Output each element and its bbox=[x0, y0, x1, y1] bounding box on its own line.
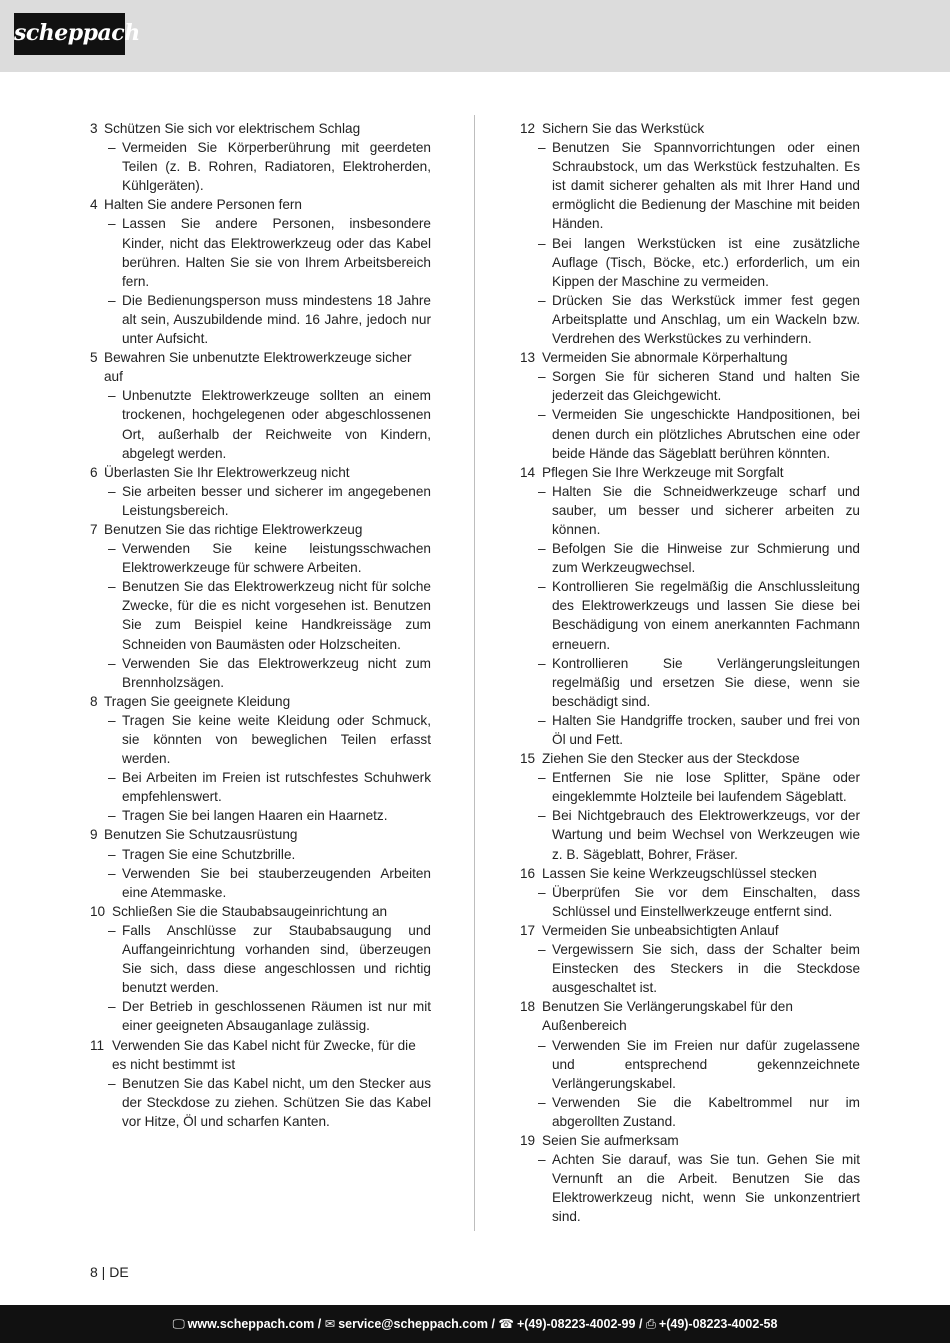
section-number: 13 bbox=[520, 350, 536, 366]
section-title: Schließen Sie die Staubabsaugeinrichtung an bbox=[112, 903, 388, 919]
dash-bullet: – bbox=[108, 808, 116, 824]
section-title: Vermeiden Sie unbeabsichtigten Anlauf bbox=[542, 922, 779, 938]
list-item bbox=[520, 940, 860, 997]
list-item-text: Sorgen Sie für sicheren Stand und halten Sie jederzeit das Gleichgewicht. bbox=[552, 369, 860, 404]
list-item bbox=[520, 234, 860, 291]
list-item-text: Benutzen Sie Spannvorrichtungen oder einen Schraubstock, um das Werkstück festzuhalten. Es ist damit sicherer gehalten als mit Ihrer Hand und ermöglicht die Bedienung der Maschine mit beiden Händen. bbox=[552, 140, 860, 232]
dash-bullet: – bbox=[108, 922, 116, 938]
dash-bullet: – bbox=[108, 292, 116, 308]
list-item bbox=[520, 539, 860, 577]
list-item-text: Bei Nichtgebrauch des Elektrowerkzeugs, vor der Wartung und beim Wechsel von Werkzeugen wie z. B. Sägeblatt, Bohrer, Fräser. bbox=[552, 808, 860, 862]
dash-bullet: – bbox=[538, 235, 546, 251]
footer-phone bbox=[498, 1317, 635, 1331]
section-title: Halten Sie andere Personen fern bbox=[104, 197, 302, 213]
dash-bullet: – bbox=[538, 292, 546, 308]
section-8 bbox=[90, 692, 431, 826]
dash-bullet: – bbox=[538, 712, 546, 728]
section-4 bbox=[90, 195, 431, 348]
section-number: 6 bbox=[90, 464, 98, 480]
column-divider bbox=[474, 115, 475, 1231]
dash-bullet: – bbox=[108, 541, 116, 557]
section-heading bbox=[520, 1131, 860, 1150]
list-item-text: Die Bedienungsperson muss mindestens 18 Jahre alt sein, Auszubildende mind. 16 Jahre, jedoch nur unter Aufsicht. bbox=[122, 292, 431, 347]
list-item-text: Falls Anschlüsse zur Staubabsaugung und Auffangeinrichtung vorhanden sind, überzeugen Sie sich, dass diese angeschlossen und richtig benutzt werden. bbox=[122, 922, 431, 996]
dash-bullet: – bbox=[538, 140, 546, 156]
list-item bbox=[90, 1074, 431, 1131]
section-heading bbox=[520, 921, 860, 940]
section-title: Sichern Sie das Werkstück bbox=[542, 121, 705, 136]
list-item bbox=[520, 768, 860, 806]
section-7 bbox=[90, 520, 431, 692]
footer-phone-text: +(49)-08223-4002-99 bbox=[516, 1317, 636, 1331]
dash-bullet: – bbox=[538, 579, 546, 595]
fax-icon: ⎙ bbox=[645, 1317, 656, 1331]
section-heading bbox=[520, 348, 860, 367]
list-item-text: Tragen Sie eine Schutzbrille. bbox=[122, 846, 296, 862]
footer-email[interactable] bbox=[325, 1317, 488, 1331]
list-item bbox=[520, 654, 860, 711]
dash-bullet: – bbox=[108, 999, 116, 1015]
mail-icon: ✉ bbox=[324, 1317, 336, 1331]
section-heading bbox=[90, 119, 431, 138]
section-16 bbox=[520, 864, 860, 921]
list-item bbox=[90, 921, 431, 997]
dash-bullet: – bbox=[108, 388, 116, 404]
section-number: 16 bbox=[520, 865, 536, 881]
list-item-text: Verwenden Sie keine leistungsschwachen Elektrowerkzeuge für schwere Arbeiten. bbox=[122, 541, 431, 576]
list-item-text: Der Betrieb in geschlossenen Räumen ist nur mit einer geeigneten Absauganlage zulässig. bbox=[122, 999, 431, 1034]
list-item bbox=[520, 1036, 860, 1093]
computer-icon: 🖵 bbox=[172, 1317, 185, 1331]
dash-bullet: – bbox=[538, 407, 546, 423]
section-number: 3 bbox=[90, 121, 98, 136]
list-item bbox=[90, 997, 431, 1035]
section-title: Überlasten Sie Ihr Elektrowerkzeug nicht bbox=[104, 464, 350, 480]
dash-bullet: – bbox=[108, 655, 116, 671]
dash-bullet: – bbox=[108, 1075, 116, 1091]
list-item-text: Bei Arbeiten im Freien ist rutschfestes Schuhwerk empfehlenswert. bbox=[122, 770, 431, 805]
list-item-text: Achten Sie darauf, was Sie tun. Gehen Sie mit Vernunft an die Arbeit. Benutzen Sie das Elektrowerkzeug nicht, wenn Sie unkonzentriert sind. bbox=[552, 1152, 860, 1225]
list-item bbox=[90, 654, 431, 692]
footer-website-text: www.scheppach.com bbox=[187, 1317, 315, 1331]
list-item bbox=[520, 577, 860, 653]
list-item bbox=[90, 291, 431, 348]
section-17 bbox=[520, 921, 860, 997]
section-14 bbox=[520, 463, 860, 749]
list-item-text: Benutzen Sie das Kabel nicht, um den Stecker aus der Steckdose zu ziehen. Schützen Sie das Kabel vor Hitze, Öl und scharfen Kanten. bbox=[122, 1075, 431, 1129]
dash-bullet: – bbox=[108, 579, 116, 595]
footer-fax-text: +(49)-08223-4002-58 bbox=[658, 1317, 778, 1331]
brand-logo: scheppach bbox=[14, 13, 125, 55]
list-item bbox=[520, 291, 860, 348]
list-item-text: Verwenden Sie bei stauberzeugenden Arbeiten eine Atemmaske. bbox=[122, 865, 431, 900]
right-column bbox=[520, 119, 860, 1226]
section-5 bbox=[90, 348, 431, 463]
list-item bbox=[520, 405, 860, 462]
section-title: Lassen Sie keine Werkzeugschlüssel stecken bbox=[542, 865, 817, 881]
section-title: Pflegen Sie Ihre Werkzeuge mit Sorgfalt bbox=[542, 464, 784, 480]
list-item bbox=[90, 711, 431, 768]
list-item bbox=[520, 883, 860, 921]
list-item-text: Entfernen Sie nie lose Splitter, Späne oder eingeklemmte Holzteile bei laufendem Sägeblatt. bbox=[552, 770, 860, 805]
list-item-text: Vermeiden Sie Körperberührung mit geerdeten Teilen (z. B. Rohren, Radiatoren, Elektroherden, Kühlgeräten). bbox=[122, 140, 431, 194]
section-heading bbox=[90, 692, 431, 711]
section-3 bbox=[90, 119, 431, 195]
list-item bbox=[90, 386, 431, 462]
left-column bbox=[90, 119, 431, 1131]
dash-bullet: – bbox=[108, 770, 116, 786]
list-item bbox=[90, 845, 431, 864]
section-13 bbox=[520, 348, 860, 463]
section-title: Schützen Sie sich vor elektrischem Schlag bbox=[104, 121, 361, 136]
section-number: 19 bbox=[520, 1132, 536, 1148]
footer-website[interactable] bbox=[173, 1317, 315, 1331]
list-item-text: Unbenutzte Elektrowerkzeuge sollten an einem trockenen, hochgelegenen oder abgeschlossenen Ort, außerhalb der Reichweite von Kindern, abgelegt werden. bbox=[122, 388, 431, 461]
header-band bbox=[0, 0, 950, 72]
section-number: 5 bbox=[90, 350, 98, 366]
list-item bbox=[520, 367, 860, 405]
list-item-text: Tragen Sie keine weite Kleidung oder Schmuck, sie könnten von beweglichen Teilen erfasst werden. bbox=[122, 712, 431, 767]
section-title: Ziehen Sie den Stecker aus der Steckdose bbox=[542, 751, 800, 767]
section-title: Vermeiden Sie abnormale Körperhaltung bbox=[542, 350, 788, 366]
list-item-text: Kontrollieren Sie Verlängerungsleitungen regelmäßig und ersetzen Sie diese, wenn sie beschädigt sind. bbox=[552, 655, 860, 709]
list-item-text: Lassen Sie andere Personen, insbesondere Kinder, nicht das Elektrowerkzeug oder das Kabel berühren. Halten Sie sie von Ihrem Arbeitsbereich fern. bbox=[122, 216, 431, 289]
list-item bbox=[90, 806, 431, 825]
section-heading bbox=[520, 463, 860, 482]
list-item-text: Kontrollieren Sie regelmäßig die Anschlussleitung des Elektrowerkzeugs und lassen Sie diese bei Beschädigung von einem anerkannten Fachmann erneuern. bbox=[552, 579, 860, 652]
section-heading bbox=[90, 463, 431, 482]
section-title: Benutzen Sie das richtige Elektrowerkzeug bbox=[104, 521, 363, 537]
section-heading bbox=[520, 864, 860, 883]
list-item-text: Benutzen Sie das Elektrowerkzeug nicht für solche Zwecke, für die es nicht vorgesehen ist. Benutzen Sie zum Beispiel keine Handkreissäge zum Schneiden von Baumästen oder Holzscheiten. bbox=[122, 579, 431, 652]
footer-separator: / bbox=[487, 1317, 499, 1331]
section-heading bbox=[90, 348, 431, 386]
list-item bbox=[520, 482, 860, 539]
dash-bullet: – bbox=[538, 541, 546, 557]
dash-bullet: – bbox=[108, 865, 116, 881]
section-number: 7 bbox=[90, 521, 98, 537]
dash-bullet: – bbox=[108, 712, 116, 728]
dash-bullet: – bbox=[538, 369, 546, 385]
section-heading bbox=[90, 520, 431, 539]
list-item-text: Tragen Sie bei langen Haaren ein Haarnetz. bbox=[122, 808, 388, 824]
section-heading bbox=[520, 997, 860, 1035]
list-item bbox=[520, 806, 860, 863]
page-number: 8 | DE bbox=[90, 1264, 129, 1280]
phone-icon: ☎ bbox=[498, 1317, 514, 1331]
list-item-text: Verwenden Sie das Elektrowerkzeug nicht zum Brennholzsägen. bbox=[122, 655, 431, 690]
section-heading bbox=[90, 195, 431, 214]
list-item bbox=[90, 214, 431, 290]
section-18 bbox=[520, 997, 860, 1131]
section-heading bbox=[520, 119, 860, 138]
section-number: 14 bbox=[520, 464, 536, 480]
dash-bullet: – bbox=[538, 655, 546, 671]
footer-band bbox=[0, 1305, 950, 1343]
section-15 bbox=[520, 749, 860, 864]
list-item-text: Befolgen Sie die Hinweise zur Schmierung und zum Werkzeugwechsel. bbox=[552, 541, 860, 576]
section-heading bbox=[90, 1036, 431, 1074]
section-number: 4 bbox=[90, 197, 98, 213]
section-title: Bewahren Sie unbenutzte Elektrowerkzeuge sicher auf bbox=[104, 350, 412, 385]
list-item-text: Verwenden Sie die Kabeltrommel nur im abgerollten Zustand. bbox=[552, 1094, 860, 1129]
list-item bbox=[90, 138, 431, 195]
dash-bullet: – bbox=[538, 483, 546, 499]
dash-bullet: – bbox=[108, 483, 116, 499]
section-19 bbox=[520, 1131, 860, 1226]
section-number: 17 bbox=[520, 922, 536, 938]
dash-bullet: – bbox=[538, 1152, 546, 1168]
dash-bullet: – bbox=[538, 1094, 546, 1110]
list-item-text: Verwenden Sie im Freien nur dafür zugelassene und entsprechend gekennzeichnete Verlängerungskabel. bbox=[552, 1037, 860, 1091]
section-title: Benutzen Sie Verlängerungskabel für den Außenbereich bbox=[542, 999, 793, 1034]
list-item bbox=[90, 768, 431, 806]
section-10 bbox=[90, 902, 431, 1036]
section-heading bbox=[90, 825, 431, 844]
section-number: 11 bbox=[90, 1037, 105, 1053]
section-title: Verwenden Sie das Kabel nicht für Zwecke, für die es nicht bestimmt ist bbox=[112, 1037, 416, 1072]
footer-separator: / bbox=[635, 1317, 646, 1331]
footer-separator: / bbox=[314, 1317, 325, 1331]
list-item bbox=[90, 864, 431, 902]
footer-email-text: service@scheppach.com bbox=[338, 1317, 488, 1331]
list-item bbox=[90, 482, 431, 520]
list-item bbox=[520, 138, 860, 233]
list-item-text: Vergewissern Sie sich, dass der Schalter beim Einstecken des Steckers in die Steckdose ausgeschaltet ist. bbox=[552, 942, 860, 996]
section-heading bbox=[90, 902, 431, 921]
list-item-text: Halten Sie die Schneidwerkzeuge scharf und sauber, um besser und sicherer arbeiten zu können. bbox=[552, 483, 860, 537]
list-item bbox=[520, 1150, 860, 1226]
section-number: 9 bbox=[90, 827, 98, 843]
dash-bullet: – bbox=[108, 216, 116, 232]
section-9 bbox=[90, 825, 431, 901]
dash-bullet: – bbox=[108, 140, 116, 156]
list-item bbox=[520, 711, 860, 749]
section-title: Seien Sie aufmerksam bbox=[542, 1132, 679, 1148]
footer-fax bbox=[646, 1317, 778, 1331]
dash-bullet: – bbox=[538, 1037, 546, 1053]
section-title: Benutzen Sie Schutzausrüstung bbox=[104, 827, 298, 843]
dash-bullet: – bbox=[538, 808, 546, 824]
list-item bbox=[90, 539, 431, 577]
dash-bullet: – bbox=[538, 770, 546, 786]
list-item bbox=[520, 1093, 860, 1131]
section-number: 18 bbox=[520, 999, 536, 1015]
list-item-text: Halten Sie Handgriffe trocken, sauber und frei von Öl und Fett. bbox=[552, 712, 860, 747]
list-item-text: Drücken Sie das Werkstück immer fest gegen Arbeitsplatte und Anschlag, um ein Wackeln bzw. Verdrehen des Werkstückes zu verhindern. bbox=[552, 292, 860, 347]
section-number: 15 bbox=[520, 751, 536, 767]
dash-bullet: – bbox=[108, 846, 116, 862]
list-item-text: Überprüfen Sie vor dem Einschalten, dass Schlüssel und Einstellwerkzeuge entfernt sind. bbox=[552, 884, 860, 919]
section-11 bbox=[90, 1036, 431, 1131]
section-heading bbox=[520, 749, 860, 768]
section-title: Tragen Sie geeignete Kleidung bbox=[104, 693, 291, 709]
section-6 bbox=[90, 463, 431, 520]
section-number: 8 bbox=[90, 693, 98, 709]
dash-bullet: – bbox=[538, 884, 546, 900]
dash-bullet: – bbox=[538, 942, 546, 958]
list-item-text: Vermeiden Sie ungeschickte Handpositionen, bei denen durch ein plötzliches Abrutschen eine oder beide Hände das Sägeblatt berühren könnten. bbox=[552, 407, 860, 461]
list-item-text: Bei langen Werkstücken ist eine zusätzliche Auflage (Tisch, Böcke, etc.) erforderlich, um ein Kippen der Maschine zu vermeiden. bbox=[552, 235, 860, 289]
section-12 bbox=[520, 119, 860, 348]
list-item-text: Sie arbeiten besser und sicherer im angegebenen Leistungsbereich. bbox=[122, 483, 431, 518]
section-number: 10 bbox=[90, 903, 106, 919]
section-number: 12 bbox=[520, 121, 536, 136]
list-item bbox=[90, 577, 431, 653]
